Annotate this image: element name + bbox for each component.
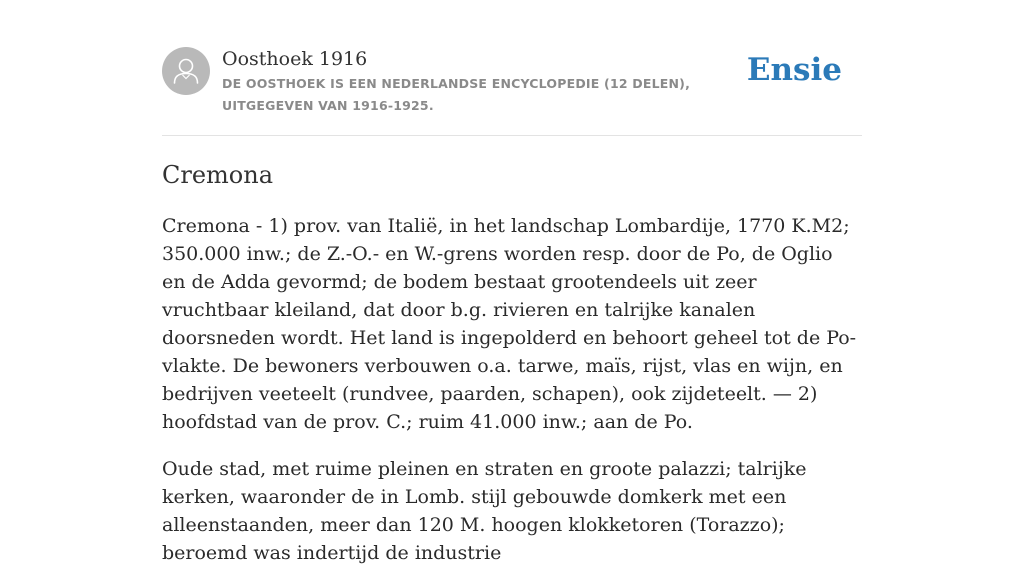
article-paragraph: Cremona - 1) prov. van Italië, in het landschap Lombardije, 1770 K.M2; 350.000 inw.; de Z.-O.- en W.-grens worden resp. door de Po, de Oglio en de Adda gevormd; de bodem bestaat grootendeels uit zeer vruchtbaar kleiland, dat door b.g. rivieren en talrijke kanalen doorsneden wordt. Het land is ingepolderd en behoort geheel tot de Po-vlakte. De bewoners verbouwen o.a. tarwe, maïs, rijst, vlas en wijn, en bedrijven veeteelt (rundvee, paarden, schapen), ook zijdeteelt. — 2) hoofdstad van de prov. C.; ruim 41.000 inw.; aan de Po. <box>162 215 857 433</box>
user-silhouette-icon <box>162 47 210 95</box>
article-paragraph: Oude stad, met ruime pleinen en straten en groote palazzi; talrijke kerken, waaronder de in Lomb. stijl gebouwde domkerk met een alleenstaanden, meer dan 120 M. hoogen klokketoren (Torazzo); beroemd was indertijd de industrie <box>162 458 807 564</box>
author-description: DE OOSTHOEK IS EEN NEDERLANDSE ENCYCLOPEDIE (12 DELEN), UITGEGEVEN VAN 1916-1925. <box>222 76 691 113</box>
ensie-logo-link[interactable]: Ensie <box>746 52 842 88</box>
author-info <box>222 47 762 117</box>
article-body <box>162 212 862 586</box>
author-name[interactable]: Oosthoek 1916 <box>222 48 368 70</box>
article-header <box>162 0 862 136</box>
page-content <box>162 0 862 564</box>
article-title: Cremona <box>162 161 274 189</box>
avatar[interactable] <box>162 47 210 95</box>
